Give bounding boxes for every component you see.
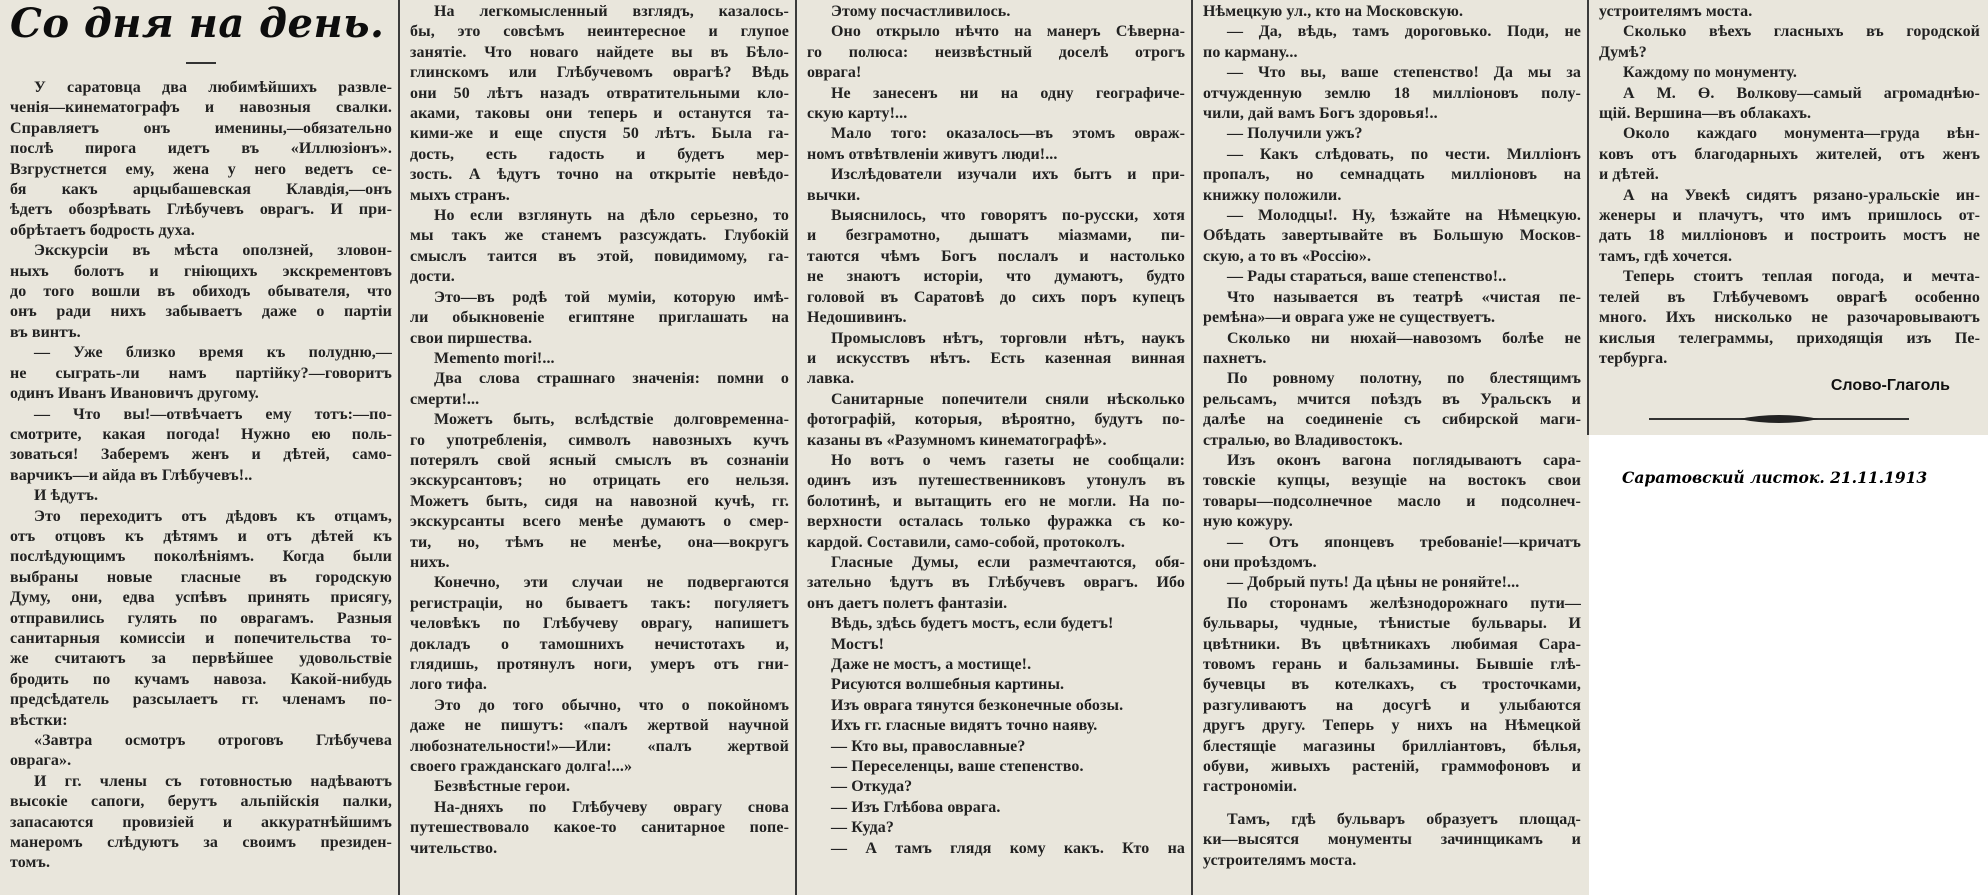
text-line: скую карту!... — [807, 105, 908, 123]
section-masthead: Со дня на день. — [10, 0, 385, 47]
column-3 — [797, 0, 1193, 895]
text-line: гастрономіи. — [1203, 778, 1297, 796]
text-line: онъ ради нихъ забываетъ даже о партіи — [10, 303, 392, 321]
text-line: бы, это совсѣмъ неинтересное и глупое — [410, 23, 789, 41]
column-2 — [400, 0, 797, 895]
text-line: — Что вы, ваше степенство! Да мы за — [1227, 64, 1581, 82]
text-line: го полюса: неизвѣстный доселѣ отрогъ — [807, 43, 1185, 61]
text-line: другъ другу. Теперь у нихъ на Нѣмецкой — [1203, 717, 1581, 735]
text-line: до того вошли въ обиходъ обывателя, что — [10, 283, 392, 301]
text-line: предсѣдатель разсылаетъ гг. членамъ по- — [10, 691, 392, 709]
text-line: — Молодцы!. Ну, ѣзжайте на Нѣмецкую. — [1227, 207, 1581, 225]
closing-flourish-ornament — [1649, 410, 1909, 428]
text-line: — Что вы!—отвѣчаетъ ему тотъ:—по- — [34, 405, 392, 423]
text-line: Этому посчастливилось. — [831, 3, 1011, 20]
text-line: послѣ пирога идетъ въ «Иллюзіонъ». — [10, 140, 392, 158]
text-line: Изслѣдователи изучали ихъ бытъ и при- — [831, 166, 1185, 184]
text-line: экскурсанты всего менѣе думаютъ о смер- — [410, 513, 789, 531]
text-line: свои пиршества. — [410, 329, 533, 347]
text-line: Нѣмецкую ул., кто на Московскую. — [1203, 3, 1464, 20]
text-line: го употребленія, символъ навозныхъ кучъ — [410, 431, 789, 449]
text-line: Изъ оконъ вагона поглядываютъ сара- — [1227, 451, 1581, 469]
text-line: ти, но, тѣмъ не менѣе, она—вокругъ — [410, 533, 789, 551]
text-line: чили, дай вамъ Богъ здоровья!.. — [1203, 105, 1438, 123]
text-line: Вѣдь, здѣсь будетъ мостъ, если будетъ! — [831, 615, 1114, 633]
text-line: своего гражданскаго долга!...» — [410, 758, 633, 776]
text-line: ли обыкновеніе египтяне приглашать на — [410, 309, 789, 327]
text-line: бродить по кучамъ навоза. Какой-нибудь — [10, 670, 392, 688]
text-line: по карману... — [1203, 43, 1298, 61]
text-line: обуви, живыхъ растеній, граммофоновъ и — [1203, 758, 1581, 776]
text-line: Изъ оврага тянутся безконечные обозы. — [831, 696, 1124, 714]
text-line: Думу, они, едва успѣвъ принять присягу, — [10, 589, 392, 607]
text-line: смотрите, какая погода! Нужно ею поль- — [10, 425, 392, 443]
text-line: смыслъ таится въ этой, повидимому, га- — [410, 247, 789, 265]
text-line: По сторонамъ желѣзнодорожнаго пути— — [1227, 594, 1581, 612]
text-line: — Да, вѣдь, тамъ дороговько. Поди, не — [1227, 23, 1581, 41]
text-line: Санитарные попечители сняли нѣсколько — [831, 390, 1185, 408]
text-line: ѣдетъ обозрѣвать Глѣбучевъ оврагъ. И при- — [10, 201, 392, 219]
column-2-text — [410, 2, 789, 859]
text-line: экскурсантовъ; но отрицать его нельзя. — [410, 472, 789, 490]
text-line: По ровному полотну, по блестящимъ — [1227, 370, 1581, 388]
text-line: На легкомысленный взглядъ, казалось- — [434, 3, 789, 20]
text-line: таются чѣмъ Богъ послалъ и настолько — [807, 247, 1185, 265]
text-line: отчужденную землю 18 милліоновъ полу- — [1203, 84, 1581, 102]
text-line: товскіе купцы, везущіе на востокъ свои — [1203, 472, 1581, 490]
text-line: Мало того: оказалось—въ этомъ оврaж- — [831, 125, 1185, 143]
text-line: ковъ отъ благодарныхъ жителей, отъ женъ — [1599, 145, 1980, 163]
text-line: высокіе сапоги, берутъ альпійскія палки, — [10, 793, 392, 811]
column-4 — [1193, 0, 1589, 895]
text-line: Недошивинъ. — [807, 309, 907, 327]
text-line: — Уже близко время къ полудню,— — [34, 344, 392, 362]
text-line: ную кожуру. — [1203, 513, 1293, 531]
text-line: дости. — [410, 268, 455, 286]
text-line: оврага». — [10, 752, 72, 770]
text-line: стралью, во Владивостокъ. — [1203, 431, 1403, 449]
text-line: женеры и плачутъ, что имъ пришлось от- — [1599, 207, 1980, 225]
text-line: Два слова страшнаго значенія: помни о — [434, 370, 789, 388]
column-5 — [1589, 0, 1988, 435]
text-line: пахнетъ. — [1203, 349, 1267, 367]
text-line: Думѣ? — [1599, 43, 1647, 61]
text-line: Каждому по монументу. — [1623, 64, 1797, 82]
text-line: Безвѣстные герои. — [434, 778, 571, 796]
text-line: Около каждаго монумента—груда вѣн- — [1623, 125, 1980, 143]
text-line: — Кто вы, православные? — [831, 737, 1026, 755]
text-line: бя какъ арцыбашевская Клавдія,—онъ — [10, 181, 392, 199]
text-line: — Изъ Глѣбова оврага. — [831, 798, 1001, 816]
text-line: Это до того обычно, что о покойномъ — [434, 696, 789, 714]
text-line: — Какъ слѣдовать, по чести. Милліонъ — [1227, 145, 1581, 163]
text-line: не знаютъ исторіи, что думаютъ, будто — [807, 268, 1185, 286]
source-caption: Саратовский листок. 21.11.1913 — [1622, 468, 1928, 487]
text-line: ченія—кинематографъ и навозныя свалки. — [10, 99, 392, 117]
text-line: фотографій, которыя, вѣроятно, будутъ по- — [807, 411, 1185, 429]
text-line: верхности осталась только фуражка съ ко- — [807, 513, 1185, 531]
text-line: не сыграть-ли намъ партійку?—говоритъ — [10, 364, 392, 382]
text-line: Сколько вѣехъ гласныхъ въ городской — [1623, 23, 1980, 41]
text-line: головой въ Саратовѣ до сихъ поръ купецъ — [807, 288, 1185, 306]
text-line: щій. Вершина—въ облакахъ. — [1599, 105, 1812, 123]
text-line: оврага! — [807, 64, 862, 82]
text-line: — Получили ужъ? — [1227, 125, 1363, 143]
text-line: цвѣтники. Въ цвѣтникахъ любимая Сара- — [1203, 635, 1581, 653]
text-line: обрѣтаетъ бодрость духа. — [10, 221, 195, 239]
text-line: путешествовало какое-то санитарное попе- — [410, 819, 789, 837]
text-line: кислыя телеграммы, приходящія изъ Пе- — [1599, 329, 1980, 347]
text-line: тамъ, гдѣ хочется. — [1599, 247, 1733, 265]
text-line: На-дняхъ по Глѣбучеву оврагу снова — [434, 798, 789, 816]
column-3-text — [807, 2, 1185, 859]
text-line: ныхъ болотъ и гніющихъ экскрементовъ — [10, 262, 392, 280]
text-line: аками, таковы они теперь и останутся та- — [410, 105, 789, 123]
text-line: Но если взглянуть на дѣло серьезно, то — [434, 207, 789, 225]
text-line: зательно ѣдутъ въ Глѣбучевъ оврагъ. Ибо — [807, 574, 1185, 592]
text-line: телей въ Глѣбучевомъ оврагѣ особенно — [1599, 288, 1980, 306]
text-line: смерти!... — [410, 390, 480, 408]
text-line: Теперь стоитъ теплая погода, и мечта- — [1623, 268, 1980, 286]
text-line: они проѣздомъ. — [1203, 553, 1317, 571]
text-line: Конечно, эти случаи не подвергаются — [434, 574, 789, 592]
text-line: Ихъ гг. гласные видятъ точно наяву. — [831, 717, 1098, 735]
text-line: — Отъ японцевъ требованіе!—кричатъ — [1227, 533, 1581, 551]
text-line: дость, есть гадость и будетъ мер- — [410, 145, 789, 163]
text-line: манеромъ слѣдуютъ за своимъ президен- — [10, 834, 392, 852]
text-line: дать 18 милліоновъ и построить мостъ не — [1599, 227, 1980, 245]
text-line: потерялъ свой ясный смыслъ въ сознаніи — [410, 451, 789, 469]
text-line: даже не пишутъ: «палъ жертвой научной — [410, 717, 789, 735]
text-line: — Откуда? — [831, 778, 913, 796]
text-line: — Добрый путь! Да цѣны не роняйте!... — [1227, 574, 1520, 592]
text-line: любознательности!»—Или: «палъ жертвой — [410, 737, 789, 755]
text-line: много. Ихъ нисколько не разочаровываютъ — [1599, 309, 1980, 327]
text-line: Но вотъ о чемъ газеты не сообщали: — [831, 451, 1185, 469]
text-line: и дѣтей. — [1599, 166, 1659, 184]
text-line: Можетъ быть, вслѣдствіе долговременна- — [434, 411, 789, 429]
text-line: тербурга. — [1599, 349, 1668, 367]
column-5-text — [1599, 2, 1980, 369]
text-line: мы такъ же станемъ разсуждать. Глубокій — [410, 227, 789, 245]
text-line: И гг. члены съ готовностью надѣваютъ — [34, 772, 392, 790]
text-line: товары—подсолнечное масло и подсолнеч- — [1203, 492, 1581, 510]
text-line: одинъ изъ путешественниковъ утонулъ въ — [807, 472, 1185, 490]
text-line: скую, а то въ «Россію». — [1203, 247, 1372, 265]
text-line: послѣдующимъ поколѣніямъ. Когда были — [10, 548, 392, 566]
text-line: — Куда? — [831, 819, 894, 837]
text-line: зость. А ѣдутъ точно на открытіе невѣдо- — [410, 166, 789, 184]
text-line: регистраціи, но бываетъ такъ: погуляетъ — [410, 594, 789, 612]
text-line: вѣстки: — [10, 711, 68, 729]
column-4-text — [1203, 2, 1581, 871]
text-line: онъ даетъ полетъ фантазіи. — [807, 594, 1008, 612]
text-line: Справляетъ онъ именины,—обязательно — [10, 119, 392, 137]
text-line: — Переселенцы, ваше степенство. — [831, 758, 1084, 776]
text-line: Выяснилось, что говорятъ по-русски, хотя — [831, 207, 1185, 225]
text-line: болотинѣ, и вытащить его не могли. На по- — [807, 492, 1185, 510]
text-line: бульвары, чудные, тѣнистые бульвары. И — [1203, 615, 1581, 633]
text-line: Это—въ родѣ той муміи, которую имѣ- — [434, 288, 789, 306]
text-line: санитарныя комиссіи и попечительства то- — [10, 629, 392, 647]
text-line: Обѣдать завертывайте въ Большую Москов- — [1203, 227, 1581, 245]
text-line: кардой. Составили, само-собой, протоколъ. — [807, 533, 1125, 551]
text-line: У саратовца два любимѣйшихъ развле- — [34, 79, 392, 96]
text-line: Взгрустнется ему, жена у него ведетъ се- — [10, 160, 392, 178]
author-signature: Слово-Глаголь — [1830, 377, 1950, 395]
text-line: докладъ о тамошнихъ нечистотахъ и, — [410, 635, 789, 653]
text-line: Промысловъ нѣтъ, торговли нѣтъ, наукъ — [831, 329, 1185, 347]
text-line: отъ отцовъ къ дѣтямъ и отъ дѣтей къ — [10, 527, 392, 545]
text-line: и безграмотно, дышатъ міазмами, пи- — [807, 227, 1185, 245]
text-line: они 50 лѣтъ назадъ отвратительными кло- — [410, 84, 789, 102]
text-line: пропалъ, но семнадцать милліоновъ на — [1203, 166, 1581, 184]
text-line: Memento mori!... — [434, 349, 555, 367]
text-line: и искусствъ нѣтъ. Есть казенная винная — [807, 349, 1185, 367]
text-line: запасаются провизіей и аккуратнѣйшимъ — [10, 813, 392, 831]
text-line: ремѣна»—и оврага уже не существуетъ. — [1203, 309, 1496, 327]
text-line: А М. Ө. Волкову—самый агромаднѣю- — [1623, 84, 1980, 102]
text-line: нихъ. — [410, 553, 450, 571]
text-line: вычки. — [807, 186, 861, 204]
text-line: Экскурсіи въ мѣста оползней, зловон- — [34, 242, 392, 260]
text-line: Тамъ, гдѣ бульваръ образуетъ площад- — [1227, 810, 1581, 828]
text-line: глядишь, протянулъ ноги, умеръ отъ гни- — [410, 656, 789, 673]
text-line: рельсамъ, мчится поѣздъ въ Уральскъ и — [1203, 390, 1581, 408]
text-line: — А тамъ глядя кому какъ. Кто на — [831, 839, 1185, 857]
text-line: Не занесенъ ни на одну географиче- — [831, 84, 1185, 102]
text-line: номъ отвѣтвленіи живутъ люди!... — [807, 145, 1058, 163]
text-line: же считаютъ за первѣйшее удовольствіе — [10, 650, 392, 668]
text-line: ки—высятся монументы зачинщикамъ и — [1203, 831, 1581, 849]
text-line: казаны въ «Разумномъ кинематографѣ». — [807, 431, 1107, 449]
text-line: Гласные Думы, если размечтаются, обя- — [831, 553, 1185, 571]
text-line: томъ. — [10, 854, 51, 872]
text-line — [1203, 798, 1581, 810]
text-line: человѣкъ по Глѣбучеву оврагу, напишетъ — [410, 615, 789, 633]
text-line: чительство. — [410, 839, 498, 857]
text-line: товомъ герань и бальзамины. Бывшіе глѣ- — [1203, 656, 1581, 673]
text-line: Мостъ! — [831, 635, 885, 653]
text-line: Рисуются волшебныя картины. — [831, 676, 1065, 694]
title-dash — [186, 62, 216, 64]
text-line: разгуливаютъ на досугѣ и улыбаются — [1203, 696, 1581, 714]
text-line: кими-же и еще спустя 50 лѣтъ. Была га- — [410, 125, 789, 143]
text-line: Даже не мостъ, а мостище!. — [831, 656, 1032, 673]
text-line: варчикъ—и айда въ Глѣбучевъ!.. — [10, 466, 253, 484]
text-line: занятіе. Что новаго найдете вы въ Бѣло- — [410, 43, 789, 61]
text-line: мыхъ странъ. — [410, 186, 510, 204]
text-line: глинскомъ или Глѣбучевомъ оврагѣ? Вѣдь — [410, 64, 789, 82]
text-line: зоваться! Заберемъ женъ и дѣтей, само- — [10, 446, 392, 464]
text-line: лавка. — [807, 370, 855, 388]
text-line: выбраны новые гласные въ городскую — [10, 568, 392, 586]
text-line: Оно открыло нѣчто на манеръ Сѣверна- — [831, 23, 1185, 41]
text-line: А на Увекѣ сидятъ рязано-уральскіе ин- — [1623, 186, 1980, 204]
text-line: — Рады стараться, ваше степенство!.. — [1227, 268, 1507, 286]
text-line: Это переходитъ отъ дѣдовъ къ отцамъ, — [34, 507, 392, 525]
text-line: Можетъ быть, сидя на навозной кучѣ, гг. — [410, 492, 789, 510]
text-line: въ винтъ. — [10, 323, 81, 341]
text-line: Что называется въ театрѣ «чистая пе- — [1227, 288, 1581, 306]
text-line: далѣе на соединеніе съ сибирской маги- — [1203, 411, 1581, 429]
text-line: одинъ Иванъ Ивановичъ другому. — [10, 385, 259, 403]
text-line: бучевцы въ котелкахъ, съ тросточками, — [1203, 676, 1581, 694]
column-1 — [0, 0, 400, 895]
text-line: устроителямъ моста. — [1599, 3, 1753, 20]
text-line: отправились гулять по оврагамъ. Разныя — [10, 609, 392, 627]
column-1-text — [10, 78, 392, 874]
text-line: «Завтра осмотръ отроговъ Глѣбучева — [34, 732, 392, 749]
text-line: устроителямъ моста. — [1203, 851, 1357, 869]
text-line: блестящіе магазины бриллiантовъ, бѣлья, — [1203, 737, 1581, 755]
text-line: И ѣдутъ. — [34, 487, 99, 505]
text-line: книжку положили. — [1203, 186, 1342, 204]
text-line: Сколько ни нюхай—навозомъ болѣе не — [1227, 329, 1581, 347]
text-line: лого тифа. — [410, 676, 487, 694]
